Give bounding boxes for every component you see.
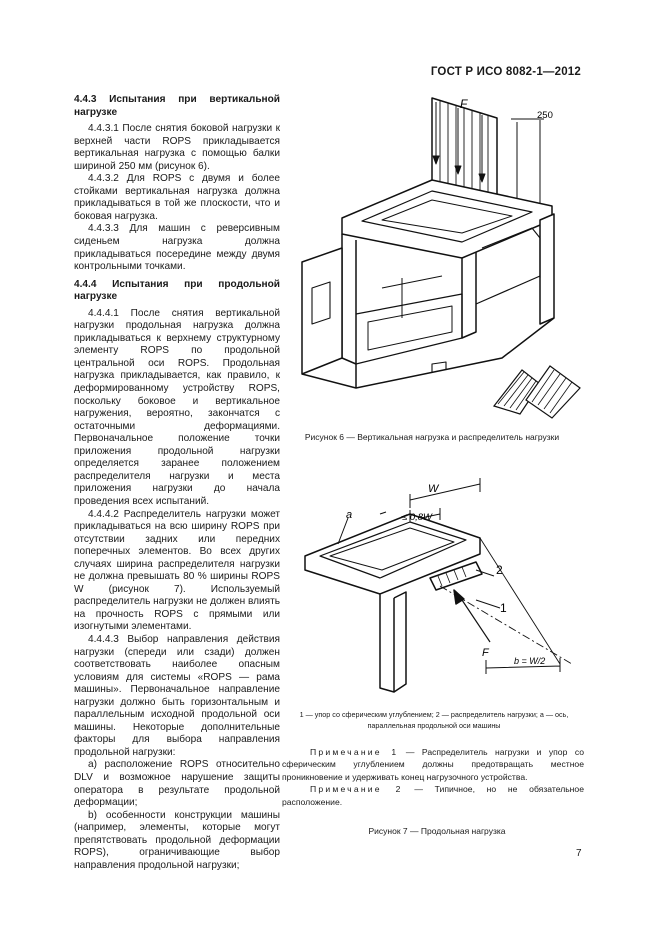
list-item-a: a) расположение ROPS относительно DLV и возможное нарушение защиты оператора в результате продольной деформации; <box>74 759 280 809</box>
notes-block <box>282 746 584 808</box>
figure-7-caption: Рисунок 7 — Продольная нагрузка <box>368 826 506 836</box>
para-4-4-4-2: 4.4.4.2 Распределитель нагрузки может прикладываться на всю ширину ROPS при отсутствии задних или передних поперечных элементов. Во всех других случаях ширина распределителя нагрузки не должна превышать 80 % ширины ROPS W (рисунок 7). Используемый распределитель нагрузки не должен влиять на прочность ROPS с прямыми или изогнутыми элементами. <box>74 508 280 633</box>
label-F: F <box>482 647 489 659</box>
figure-6-caption: Рисунок 6 — Вертикальная нагрузка и распределитель нагрузки <box>304 432 560 442</box>
section-4-4-3-title: 4.4.3 Испытания при вертикальной нагрузке <box>74 94 280 118</box>
para-4-4-3-1: 4.4.3.1 После снятия боковой нагрузки к верхней части ROPS прикладывается вертикальная нагрузка с помощью балки шириной 250 мм (рисунок 6). <box>74 123 280 172</box>
figure-7-legend: 1 — упор со сферическим углублением; 2 — распределитель нагрузки; a — ось, параллельная продольной оси машины <box>299 710 569 730</box>
section-4-4-4-title: 4.4.4 Испытания при продольной нагрузке <box>74 278 280 303</box>
label-1: 1 <box>500 601 507 615</box>
label-2: 2 <box>496 563 503 577</box>
label-08W: ≤ 0,8W <box>402 512 433 523</box>
figure-7-drawing <box>290 478 590 706</box>
support-block-icon <box>494 366 580 418</box>
label-W: W <box>428 483 439 495</box>
figure-6-drawing <box>282 88 592 430</box>
label-width-250: 250 <box>537 110 553 121</box>
list-item-b: b) особенности конструкции машины (например, элементы, которые могут препятствовать продольной деформации ROPS), ограничивающие выбор направления продольной нагрузки; <box>74 809 280 871</box>
para-4-4-3-3: 4.4.3.3 Для машин с реверсивным сиденьем нагрузка должна прикладываться посередине между двумя контрольными точками. <box>74 223 280 273</box>
para-4-4-4-3: 4.4.4.3 Выбор направления действия нагрузки (спереди или сзади) должен соответствовать наиболее опасным условиям для системы «ROPS — рама машины». Первоначальное направление нагрузки должно быть горизонтальным и параллельным исходной продольной оси машины. Некоторые дополнительные факторы для выбора направления продольной нагрузки: <box>74 633 280 758</box>
note-1-text: — Распределитель нагрузки и упор со сферическим углублением должны предотвращать местное проникновение и удерживать конец нагрузочного устройства. <box>282 747 584 782</box>
label-b: b = W/2 <box>514 656 546 666</box>
page-number: 7 <box>576 848 582 859</box>
label-force: F <box>460 97 468 111</box>
para-4-4-4-1: 4.4.4.1 После снятия вертикальной нагрузки продольная нагрузка должна прикладываться к верхнему структурному элементу ROPS по продольной центральной оси ROPS. Продольная нагрузка прикладывается, как правило, к деформированному устройству ROPS, поскольку боковое и вертикальное нагружения, вероятно, закончатся с остаточными деформациями. Первоначальное положение точки приложения продольной нагрузки определяется заранее положением распределителя нагрузки и места приложения нагрузки до начала проведения всех испытаний. <box>74 307 280 507</box>
note-2-label: Примечание 2 <box>310 784 403 795</box>
note-2-text: — Типичное, но не обязательное расположение. <box>282 784 584 807</box>
label-a: a <box>346 509 353 521</box>
note-1-label: Примечание 1 <box>310 747 399 757</box>
para-4-4-3-2: 4.4.3.2 Для ROPS с двумя и более стойками вертикальная нагрузка должна прикладываться в той же плоскости, что и боковая нагрузка. <box>74 173 280 222</box>
note-1 <box>282 746 584 783</box>
note-2 <box>282 783 584 808</box>
body-text-column <box>74 94 280 872</box>
standard-header: ГОСТ Р ИСО 8082-1—2012 <box>430 66 581 78</box>
